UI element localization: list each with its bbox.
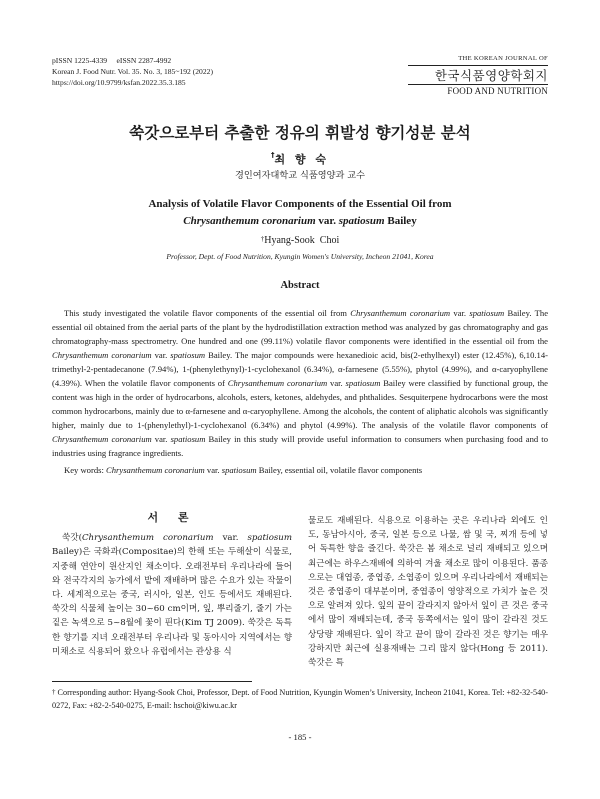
abstract-text: var.: [151, 434, 171, 444]
abstract-italic: spatiosum: [170, 350, 206, 360]
abstract-text: This study investigated the volatile flavor components of the essential oil from: [64, 308, 351, 318]
intro-paragraph: [52, 531, 292, 659]
footnote-rule: [52, 681, 252, 682]
intro-right-column: 물로도 재배된다. 식용으로 이용하는 곳은 우리나라 외에도 인도, 동남아시아, 중국, 일본 등으로 나물, 쌈 및 국, 찌개 등에 넣어 독특한 향을 즐긴다. 쑥갓은 봄 채소로 널리 재배되고 있으며 최근에는 하우스재배에 의하여 겨울 채소로 많이 이용된다. 품종으로는 대엽종, 중엽종, 소엽종이 있으며 우리나라에서 재배되는 것은 중엽종이 대부분이며, 중엽종이 영양적으로 가치가 높은 것으로 알려져 있다. 잎의 끝이 갈라지지 않아서 잎이 큰 것은 중국에서 많이 재배되는데, 중국 동쪽에서는 잎이 많이 갈라진 것도 상당량 재배된다. 잎이 작고 끝이 많이 갈라진 것은 향기는 매우 강하지만 최근에 실용재배는 그리 많지 않다(Hong 등 2011). 쑥갓은 특: [308, 516, 548, 669]
abstract-text: Bailey in this study will provide useful information to consumers when purchasing food and to industries using fragrance ingredients.: [52, 434, 548, 458]
abstract-text: Bailey. The major compounds were hexanedioic acid, bis(2-ethylhexyl) ester (12.45%), 6,10.14-trimethyl-2-pentadecanone (7.94%), 1-(phenylethynyl)-1-cyclohexanol (6.34%), α-farnesene (5.55%), phytol (4.99%), and α-caryophyllene (4.39%). When the volatile flavor components of: [52, 350, 548, 388]
keywords-label: Key words:: [64, 465, 107, 475]
abstract-heading: Abstract: [280, 280, 320, 291]
author-name-ko: 최 향 숙: [274, 153, 330, 166]
journal-title-en-bottom: FOOD AND NUTRITION: [408, 84, 548, 96]
abstract-text: Bailey were classified by functional group, the content was high in the order of hydrocarbons, alcohols, esters, ketones, aldehydes, and phthalides. Sesquiterpene hydrocarbons were the most common hydrocarbons, mainly due to α-farnesene and α-caryophyllene. Among the alcohols, the content of aliphatic alcohols was significantly higher, mainly due to 1-(phenylethyl)-1-cyclohexanol (6.34%) and phytol (4.99%). The analysis of the volatile flavor components of: [52, 378, 548, 430]
issn-line: pISSN 1225-4339 eISSN 2287-4992: [52, 56, 172, 65]
footnote-text: Corresponding author: Hyang-Sook Choi, Professor, Dept. of Food Nutrition, Kyungin Women’s University, Incheon 21041, Korea. Tel: +82-32-540-0272, Fax: +82-2-540-0275, E-mail: hschoi@kiwu.ac.kr: [52, 688, 549, 710]
section-heading-intro: 서 론: [147, 511, 197, 524]
abstract-italic: Chrysanthemum coronarium: [227, 378, 328, 388]
title-en-line1: Analysis of Volatile Flavor Components of the Essential Oil from: [148, 198, 452, 210]
keyword-italic: spatiosum: [221, 465, 257, 475]
dagger-mark: †: [270, 151, 275, 159]
affiliation-en: Professor, Dept. of Food Nutrition, Kyungin Women's University, Incheon 21041, Korea: [166, 252, 434, 261]
citation-line: Korean J. Food Nutr. Vol. 35. No. 3, 185~192 (2022): [52, 67, 213, 77]
affiliation-ko: 경인여자대학교 식품영양과 교수: [234, 170, 366, 181]
title-en-line2: [0, 213, 600, 230]
author-en: [0, 235, 600, 246]
author-name-en: Hyang-Sook Choi: [264, 235, 340, 246]
keyword-text: var.: [204, 465, 222, 475]
title-var: var.: [315, 215, 339, 227]
abstract-text: var.: [151, 350, 171, 360]
author-ko: [0, 151, 600, 167]
paper-title-en: [0, 196, 600, 230]
intro-italic: spatiosum: [247, 533, 292, 544]
keyword-italic: Chrysanthemum coronarium: [106, 465, 205, 475]
abstract-text: var.: [327, 378, 346, 388]
abstract-italic: spatiosum: [170, 434, 206, 444]
footnote-dagger: †: [52, 688, 56, 696]
abstract-text: Bailey. The essential oil obtained from the aerial parts of the plant by the hydrodistillation extraction method was analyzed by gas chromatography and gas chromatography-mass spectrometry. One hundred and one (99.11%) volatile flavor components were identified in the essential oil from the: [52, 308, 549, 346]
abstract-text: var.: [450, 308, 470, 318]
journal-title-en-top: THE KOREAN JOURNAL OF: [408, 55, 548, 66]
intro-italic: Chrysanthemum coronarium: [81, 533, 214, 544]
keywords: [64, 465, 548, 475]
species-name: Chrysanthemum coronarium: [183, 215, 316, 227]
abstract-italic: spatiosum: [469, 308, 505, 318]
intro-text: 쑥갓(: [62, 533, 82, 544]
paper-title-ko: 쑥갓으로부터 추출한 정유의 휘발성 향기성분 분석: [129, 124, 471, 142]
variety-name: spatiosum: [338, 215, 385, 227]
abstract-italic: Chrysanthemum coronarium: [52, 350, 152, 360]
page-number: - 185 -: [288, 732, 312, 742]
citation-block: [52, 55, 213, 89]
intro-text: var.: [213, 533, 248, 544]
title-bailey: Bailey: [384, 215, 417, 227]
intro-text: Bailey)은 국화과(Compositae)의 한해 또는 두해살이 식물로, 지중해 연안이 원산지인 채소이다. 오래전부터 우리나라에 들어와 전국각지의 농가에서 밭에 재배하며 많은 수요가 있는 작물이다. 세계적으로는 중국, 러시아, 일본, 인도 등에서도 재배된다. 쑥갓의 식물체 높이는 30~60 cm이며, 잎, 뿌리줄기, 줄기 가는 짙은 녹색으로 5~8월에 꽃이 핀다(Kim TJ 2009). 쑥갓은 독특한 향기를 지녀 오래전부터 우리나라 및 동아시아 지역에서는 향미채소로 식용되어 왔으나 유럽에서는 관상용 식: [52, 547, 292, 657]
abstract-italic: spatiosum: [345, 378, 381, 388]
journal-logo: [408, 55, 548, 96]
abstract-italic: Chrysanthemum coronarium: [52, 434, 152, 444]
abstract-body: [52, 306, 548, 460]
doi-link[interactable]: https://doi.org/10.9799/ksfan.2022.35.3.185: [52, 78, 186, 88]
keyword-text: Bailey, essential oil, volatile flavor components: [256, 465, 423, 475]
corresponding-author-footnote: [52, 686, 548, 712]
abstract-italic: Chrysanthemum coronarium: [350, 308, 451, 318]
journal-title-ko: 한국식품영양학회지: [434, 68, 548, 83]
dagger-mark-en: †: [260, 235, 265, 243]
intro-left-column: [52, 511, 292, 659]
